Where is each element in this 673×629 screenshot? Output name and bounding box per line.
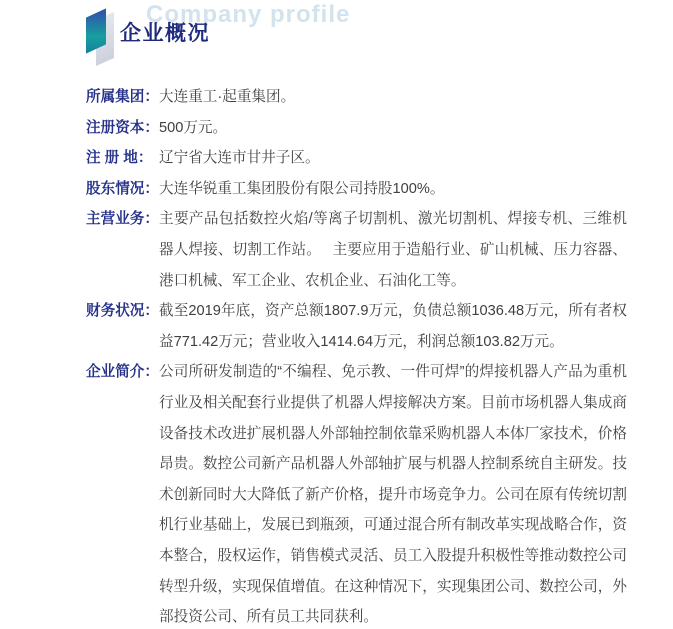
row-label: 注册资本： <box>86 119 159 136</box>
profile-row-group <box>86 82 627 113</box>
header-watermark: Company profile <box>146 1 351 28</box>
row-label: 注 册 地： <box>86 150 153 167</box>
row-value: 大连重工·起重集团。 <box>159 89 296 105</box>
row-value: 截至2019年底，资产总额1807.9万元，负债总额1036.48万元，所有者权益771.42万元；营业收入1414.64万元，利润总额103.82万元。 <box>159 303 627 350</box>
row-label: 主营业务： <box>86 211 159 228</box>
page-title: 企业概况 <box>120 22 210 45</box>
row-label: 财务状况： <box>86 303 159 320</box>
row-value: 辽宁省大连市甘井子区。 <box>159 150 320 167</box>
row-value: 主要产品包括数控火焰/等离子切割机、激光切割机、焊接专机、三维机器人焊接、切割工作站。 主要应用于造船行业、矿山机械、压力容器、港口机械、军工企业、农机企业、石油化工等。 <box>159 211 627 289</box>
row-label: 企业简介： <box>86 364 159 381</box>
row-label: 股东情况： <box>86 180 159 197</box>
title-ribbon-icon <box>84 2 122 68</box>
profile-list <box>86 82 627 629</box>
profile-row-capital <box>86 113 627 144</box>
profile-row-intro <box>86 357 627 629</box>
row-value: 公司所研发制造的“不编程、免示教、一件可焊”的焊接机器人产品为重机行业及相关配套行业提供了机器人焊接解决方案。目前市场机器人集成商设备技术改进扩展机器人外部轴控制依靠采购机器人本体厂家技术，价格昂贵。数控公司新产品机器人外部轴扩展与机器人控制系统自主研发。技术创新同时大大降低了新产价格，提升市场竞争力。公司在原有传统切割机行业基础上，发展已到瓶颈，可通过混合所有制改革实现战略合作，资本整合，股权运作，销售模式灵活、员工入股提升积极性等推动数控公司转型升级，实现保值增值。在这种情况下，实现集团公司、数控公司，外部投资公司、所有员工共同获利。 <box>159 364 627 626</box>
profile-row-address <box>86 143 627 174</box>
profile-row-shareholder <box>86 174 627 205</box>
profile-row-business <box>86 204 627 296</box>
row-value: 大连华锐重工集团股份有限公司持股100%。 <box>159 180 445 197</box>
row-value: 500万元。 <box>159 119 228 136</box>
profile-row-finance <box>86 296 627 357</box>
row-label: 所属集团： <box>86 89 159 105</box>
